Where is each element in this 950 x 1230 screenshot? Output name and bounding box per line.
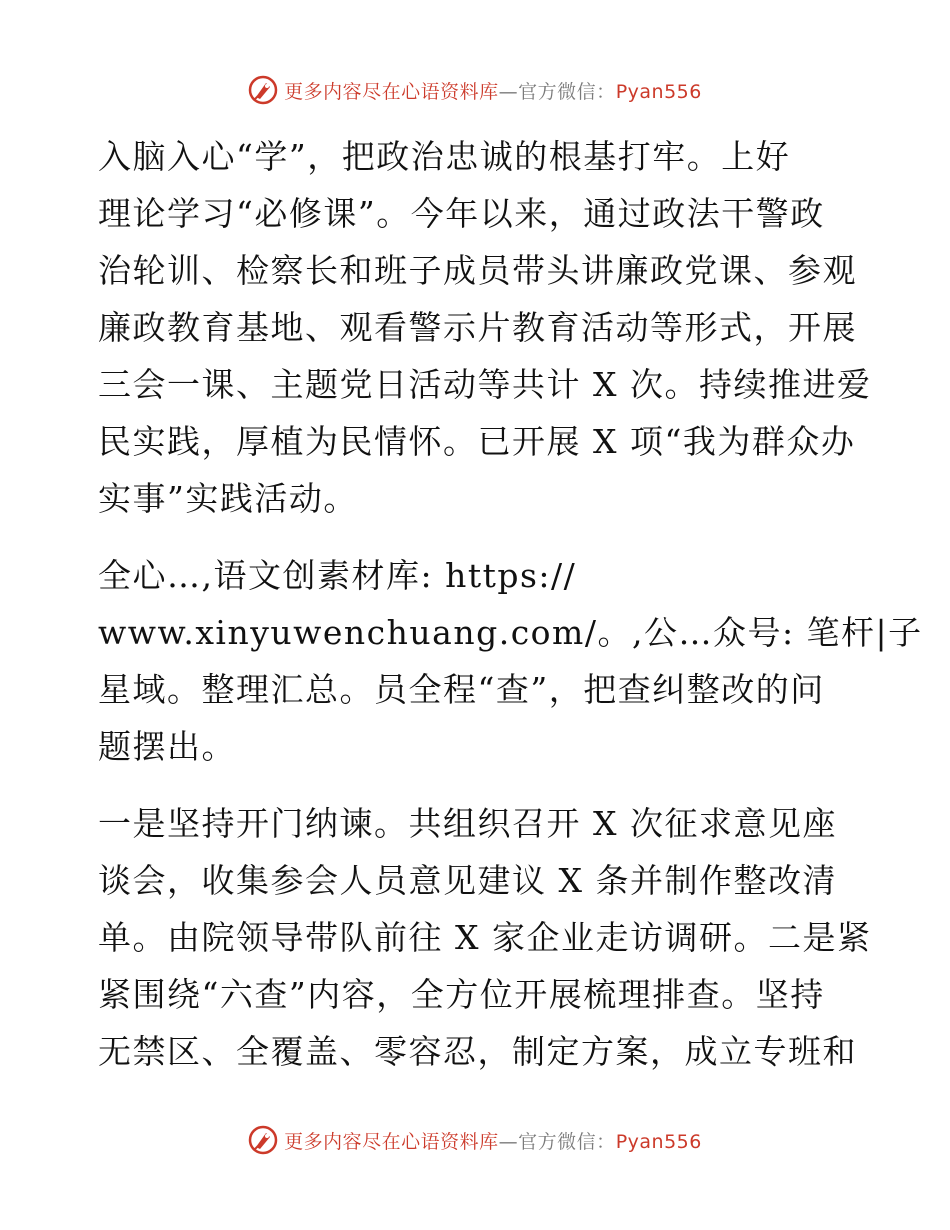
text-line: 三会一课、主题党日活动等共计 X 次。持续推进爱 [98, 365, 872, 404]
banner-separator: — [498, 1130, 519, 1153]
text-line: 谈会，收集参会人员意见建议 X 条并制作整改清 [98, 861, 837, 900]
paragraph-3 [98, 795, 872, 1080]
text-line: 一是坚持开门纳谏。共组织召开 X 次征求意见座 [98, 804, 837, 843]
text-line: 全心…,语文创素材库: https:// [98, 556, 577, 595]
text-line: 民实践，厚植为民情怀。已开展 X 项“我为群众办 [98, 422, 856, 461]
text-line: 无禁区、全覆盖、零容忍，制定方案，成立专班和 [98, 1032, 857, 1071]
text-line: 星域。整理汇总。员全程“查”，把查纠整改的问 [98, 670, 825, 709]
text-line: 实事”实践活动。 [98, 479, 358, 518]
pen-nib-logo-icon [248, 75, 278, 105]
banner-label [284, 77, 702, 104]
text-line: 紧围绕“六查”内容，全方位开展梳理排查。坚持 [98, 975, 825, 1014]
paragraph-2 [98, 547, 923, 775]
text-line: 廉政教育基地、观看警示片教育活动等形式，开展 [98, 308, 857, 347]
text-line: 单。由院领导带队前往 X 家企业走访调研。二是紧 [98, 918, 872, 957]
text-line: 治轮训、检察长和班子成员带头讲廉政党课、参观 [98, 251, 857, 290]
text-line: www.xinyuwenchuang.com/。,公…众号: 笔杆|子 [98, 613, 923, 652]
banner-wechat-id: Pyan556 [615, 80, 702, 103]
text-line: 理论学习“必修课”。今年以来，通过政法干警政 [98, 194, 825, 233]
text-line: 题摆出。 [98, 727, 236, 766]
banner-separator: — [498, 80, 519, 103]
text-line: 入脑入心“学”，把政治忠诚的根基打牢。上好 [98, 137, 791, 176]
banner-wechat-label: 官方微信： [518, 1130, 616, 1153]
pen-nib-logo-icon [248, 1125, 278, 1155]
footer-banner [0, 1123, 950, 1157]
banner-site-text: 更多内容尽在心语资料库 [284, 1130, 499, 1153]
paragraph-1 [98, 128, 872, 527]
banner-wechat-label: 官方微信： [518, 80, 616, 103]
header-banner [0, 73, 950, 107]
document-body [98, 128, 923, 1100]
banner-site-text: 更多内容尽在心语资料库 [284, 80, 499, 103]
banner-wechat-id: Pyan556 [615, 1130, 702, 1153]
banner-label [284, 1127, 702, 1154]
